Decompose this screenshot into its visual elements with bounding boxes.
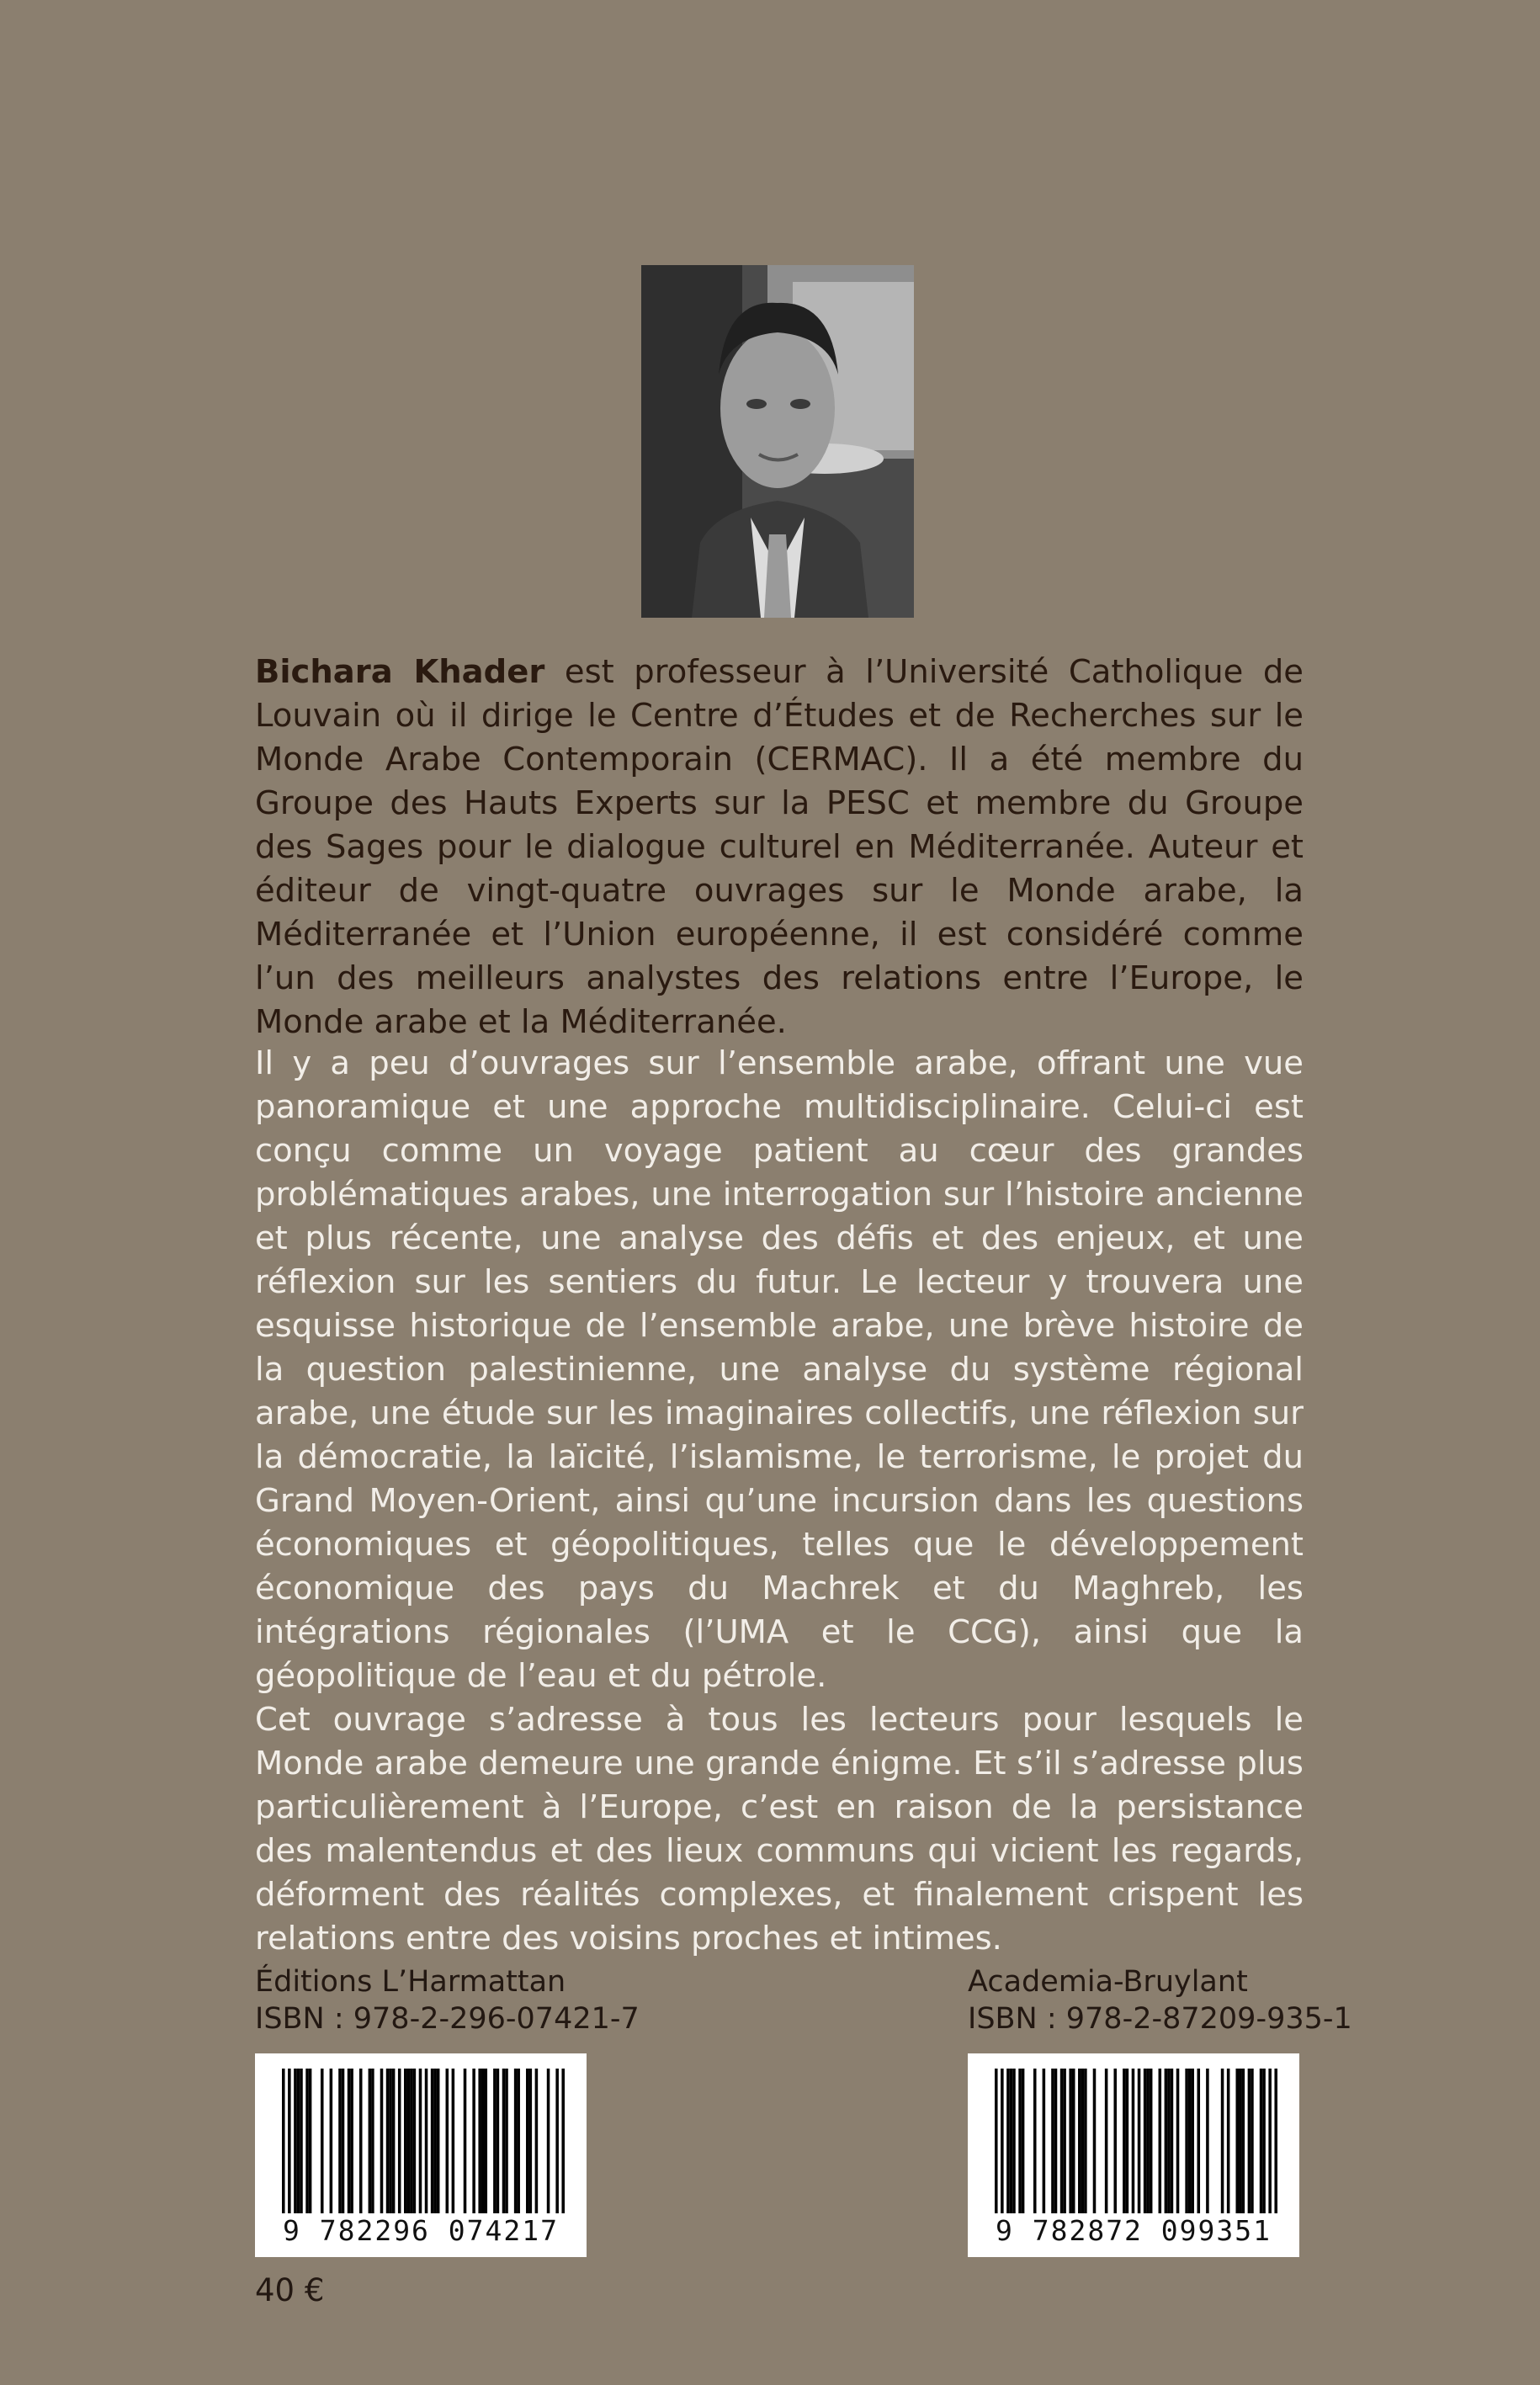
barcode-bar bbox=[404, 2069, 407, 2213]
barcode-bar bbox=[502, 2069, 506, 2213]
barcode-bar bbox=[1060, 2069, 1064, 2213]
barcode-bar bbox=[1150, 2069, 1153, 2213]
barcode-bar bbox=[1138, 2069, 1141, 2213]
publisher-isbn: ISBN : 978-2-296-07421-7 bbox=[255, 2002, 640, 2036]
barcode-bar bbox=[1010, 2069, 1013, 2213]
barcode-bar bbox=[478, 2069, 481, 2213]
barcode-bar bbox=[485, 2069, 488, 2213]
author-name: Bichara Khader bbox=[255, 653, 545, 691]
barcode-bar bbox=[1078, 2069, 1081, 2213]
barcode-bar bbox=[321, 2069, 324, 2213]
barcode-bar bbox=[1221, 2069, 1224, 2213]
barcode-bar bbox=[561, 2069, 565, 2213]
barcode-bar bbox=[419, 2069, 422, 2213]
barcode-bar bbox=[389, 2069, 392, 2213]
barcode-bar bbox=[493, 2069, 497, 2213]
barcode-bar bbox=[1081, 2069, 1085, 2213]
barcode-bar bbox=[1146, 2069, 1150, 2213]
barcode-bar bbox=[555, 2069, 559, 2213]
barcode-bar bbox=[1132, 2069, 1135, 2213]
barcode-bar bbox=[1054, 2069, 1058, 2213]
barcode-bar bbox=[1268, 2069, 1272, 2213]
barcode-bar bbox=[371, 2069, 374, 2213]
publisher-isbn: ISBN : 978-2-87209-935-1 bbox=[968, 2002, 1352, 2036]
barcode-bar bbox=[472, 2069, 475, 2213]
barcode-bars bbox=[995, 2069, 1277, 2213]
barcode-bar bbox=[1262, 2069, 1266, 2213]
barcode-bar bbox=[342, 2069, 345, 2213]
barcode-bar bbox=[1105, 2069, 1108, 2213]
barcode-bar bbox=[1260, 2069, 1263, 2213]
barcode-bar bbox=[1043, 2069, 1046, 2213]
barcode-bar bbox=[535, 2069, 539, 2213]
barcode-bar bbox=[514, 2069, 518, 2213]
barcode-bar bbox=[1093, 2069, 1097, 2213]
barcode-bar bbox=[392, 2069, 396, 2213]
description-paragraph-1: Il y a peu d’ouvrages sur l’ensemble arabe, offrant une vue panoramique et une approche multidisciplinaire. Celui-ci est conçu comme un voyage patient au cœur des grandes problématiques arabes, une interrogation sur l’histoire ancienne et plus récente, une analyse des défis et des enjeux, et une réflexion sur les sentiers du futur. Le lecteur y trouvera une esquisse historique de l’ensemble arabe, une brève histoire de la question palestinienne, une analyse du système régional arabe, une étude sur les imaginaires collectifs, une réflexion sur la démocratie, la laïcité, l’islamisme, le terrorisme, le projet du Grand Moyen-Orient, ainsi qu’une incursion dans les questions économiques et géopolitiques, telles que le développement économique des pays du Machrek et du Maghreb, les intégrations régionales (l’UMA et le CCG), ainsi que la géopolitique de l’eau et du pétrole. bbox=[255, 1044, 1304, 1695]
barcode-bars bbox=[282, 2069, 565, 2213]
publisher-harmattan bbox=[255, 1963, 640, 2037]
publisher-name: Éditions L’Harmattan bbox=[255, 1965, 566, 1999]
barcode-bar bbox=[1033, 2069, 1037, 2213]
barcode-bar bbox=[407, 2069, 411, 2213]
barcode-bar bbox=[1001, 2069, 1004, 2213]
barcode-bar bbox=[1123, 2069, 1126, 2213]
barcode-bar bbox=[529, 2069, 533, 2213]
barcode-bar bbox=[464, 2069, 467, 2213]
barcode-bar bbox=[1051, 2069, 1054, 2213]
barcode-bar bbox=[1191, 2069, 1194, 2213]
barcode-bar bbox=[505, 2069, 508, 2213]
barcode-bar bbox=[1063, 2069, 1066, 2213]
barcode-bar bbox=[526, 2069, 529, 2213]
barcode-bar bbox=[288, 2069, 291, 2213]
barcode-harmattan bbox=[255, 2053, 587, 2257]
barcode-bar bbox=[1239, 2069, 1242, 2213]
barcode-bar bbox=[1206, 2069, 1209, 2213]
barcode-bar bbox=[1188, 2069, 1192, 2213]
barcode-bar bbox=[350, 2069, 353, 2213]
author-bio bbox=[255, 651, 1304, 1044]
barcode-bar bbox=[1185, 2069, 1188, 2213]
barcode-bar bbox=[294, 2069, 297, 2213]
barcode-bar bbox=[452, 2069, 455, 2213]
barcode-bar bbox=[1006, 2069, 1010, 2213]
barcode-number: 9 782872 099351 bbox=[995, 2214, 1272, 2247]
barcode-bar bbox=[1242, 2069, 1245, 2213]
barcode-bar bbox=[1167, 2069, 1171, 2213]
barcode-bar bbox=[386, 2069, 390, 2213]
barcode-bar bbox=[1072, 2069, 1075, 2213]
barcode-bar bbox=[1235, 2069, 1239, 2213]
barcode-bar bbox=[338, 2069, 342, 2213]
book-description bbox=[255, 1042, 1304, 1961]
barcode-bar bbox=[446, 2069, 449, 2213]
barcode-bar bbox=[300, 2069, 303, 2213]
barcode-bar bbox=[1227, 2069, 1230, 2213]
barcode-bar bbox=[359, 2069, 363, 2213]
barcode-bar bbox=[1113, 2069, 1117, 2213]
barcode-bar bbox=[425, 2069, 428, 2213]
barcode-bar bbox=[1197, 2069, 1201, 2213]
barcode-bar bbox=[282, 2069, 285, 2213]
barcode-bar bbox=[481, 2069, 485, 2213]
author-photo bbox=[641, 265, 914, 618]
barcode-bar bbox=[1018, 2069, 1022, 2213]
barcode-bar bbox=[309, 2069, 312, 2213]
barcode-bar bbox=[305, 2069, 309, 2213]
barcode-bar bbox=[1012, 2069, 1016, 2213]
barcode-bar bbox=[1022, 2069, 1025, 2213]
barcode-bar bbox=[1165, 2069, 1168, 2213]
description-paragraph-2: Cet ouvrage s’adresse à tous les lecteurs pour lesquels le Monde arabe demeure une grande énigme. Et s’il s’adresse plus particulièrement à l’Europe, c’est en raison de la persistance des malentendus et des lieux communs qui vicient les regards, déforment des réalités complexes, et finalement crispent les relations entre des voisins proches et intimes. bbox=[255, 1701, 1304, 1957]
barcode-bar bbox=[348, 2069, 351, 2213]
barcode-bar bbox=[547, 2069, 550, 2213]
barcode-bar bbox=[1248, 2069, 1251, 2213]
barcode-bar bbox=[380, 2069, 384, 2213]
barcode-bar bbox=[1176, 2069, 1180, 2213]
barcode-bar bbox=[1171, 2069, 1174, 2213]
barcode-bar bbox=[398, 2069, 401, 2213]
barcode-bar bbox=[1084, 2069, 1087, 2213]
barcode-bar bbox=[297, 2069, 300, 2213]
barcode-bar bbox=[437, 2069, 440, 2213]
barcode-bar bbox=[369, 2069, 372, 2213]
barcode-bar bbox=[1159, 2069, 1162, 2213]
barcode-bruylant bbox=[968, 2053, 1299, 2257]
barcode-bar bbox=[1274, 2069, 1277, 2213]
barcode-bar bbox=[995, 2069, 998, 2213]
barcode-number: 9 782296 074217 bbox=[282, 2214, 559, 2247]
barcode-bar bbox=[433, 2069, 437, 2213]
barcode-bar bbox=[1126, 2069, 1129, 2213]
price: 40 € bbox=[255, 2272, 325, 2308]
publisher-name: Academia-Bruylant bbox=[968, 1965, 1248, 1999]
author-bio-text: est professeur à l’Université Catholique de Louvain où il dirige le Centre d’Études et de Recherches sur le Monde Arabe Contemporain (CERMAC). Il a été membre du Groupe des Hauts Experts sur la PESC et membre du Groupe des Sages pour le dialogue culturel en Méditerranée. Auteur et éditeur de vingt-quatre ouvrages sur le Monde arabe, la Méditerranée et l’Union européenne, il est considéré comme l’un des meilleurs analystes des relations entre l’Europe, le Monde arabe et la Méditerranée. bbox=[255, 653, 1304, 1041]
barcode-bar bbox=[517, 2069, 520, 2213]
barcode-bar bbox=[1069, 2069, 1072, 2213]
barcode-bar bbox=[413, 2069, 417, 2213]
barcode-bar bbox=[497, 2069, 500, 2213]
barcode-bar bbox=[410, 2069, 413, 2213]
barcode-bar bbox=[1144, 2069, 1147, 2213]
barcode-bar bbox=[330, 2069, 333, 2213]
barcode-bar bbox=[1251, 2069, 1254, 2213]
publisher-bruylant bbox=[968, 1963, 1352, 2037]
barcode-bar bbox=[431, 2069, 434, 2213]
